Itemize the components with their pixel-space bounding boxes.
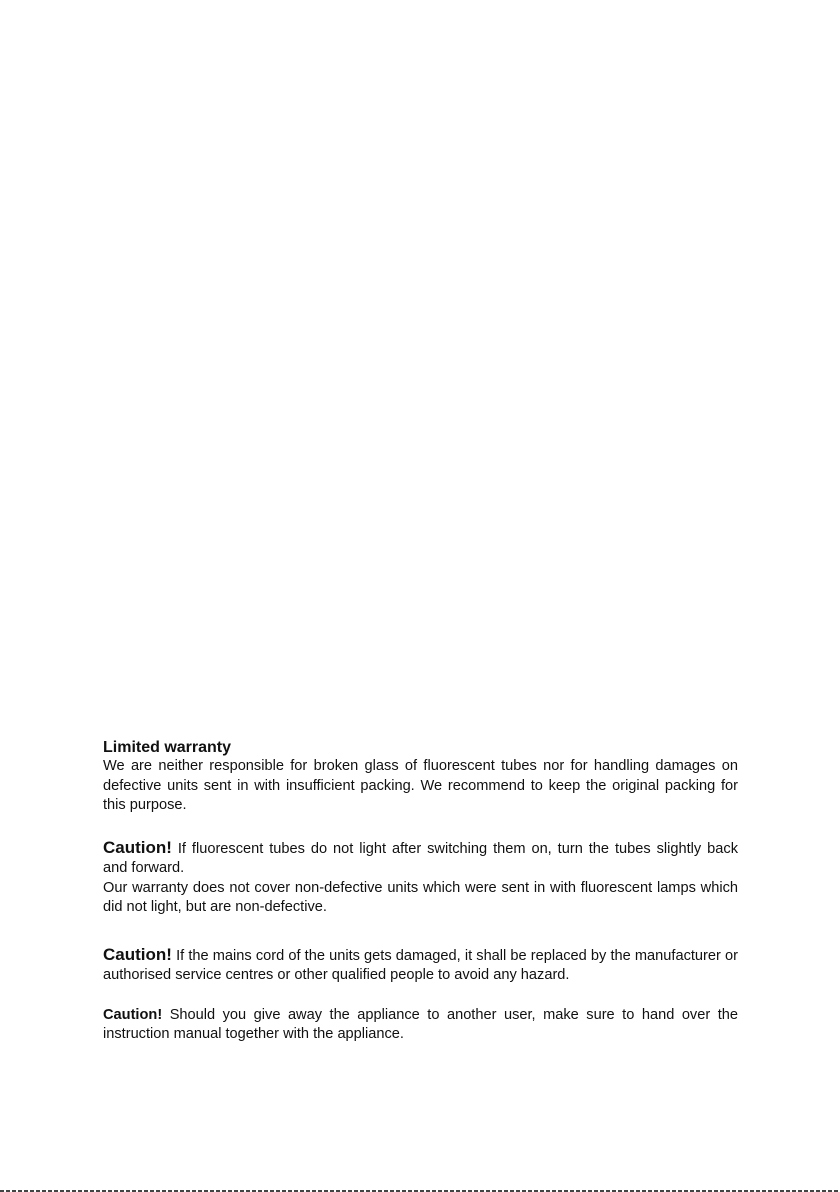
caution-2-text: If the mains cord of the units gets damaged, it shall be replaced by the manufacturer or authorised service centres or other qualified people to avoid any hazard. (103, 947, 738, 983)
caution-1-warranty-note: Our warranty does not cover non-defective units which were sent in with fluorescent lamps which did not light, but are non-defective. (103, 879, 738, 915)
warranty-text: We are neither responsible for broken glass of fluorescent tubes nor for handling damages on defective units sent in with insufficient packing. We recommend to keep the original packing for this purpose. (103, 758, 738, 813)
caution-1-paragraph (103, 838, 738, 879)
warranty-section (103, 738, 738, 1045)
caution-2-label: Caution! (103, 944, 172, 964)
caution-3-text: Should you give away the appliance to another user, make sure to hand over the instruction manual together with the appliance. (103, 1006, 738, 1042)
spacer (103, 986, 738, 1006)
caution-3-paragraph (103, 1006, 738, 1045)
caution-2-paragraph (103, 945, 738, 986)
caution-1-text: If fluorescent tubes do not light after switching them on, turn the tubes slightly back and forward. (103, 840, 738, 876)
caution-1-label: Caution! (103, 837, 172, 857)
spacer (103, 816, 738, 838)
warranty-heading: Limited warranty (103, 739, 232, 756)
spacer (103, 918, 738, 945)
caution-3-label: Caution! (103, 1006, 163, 1023)
